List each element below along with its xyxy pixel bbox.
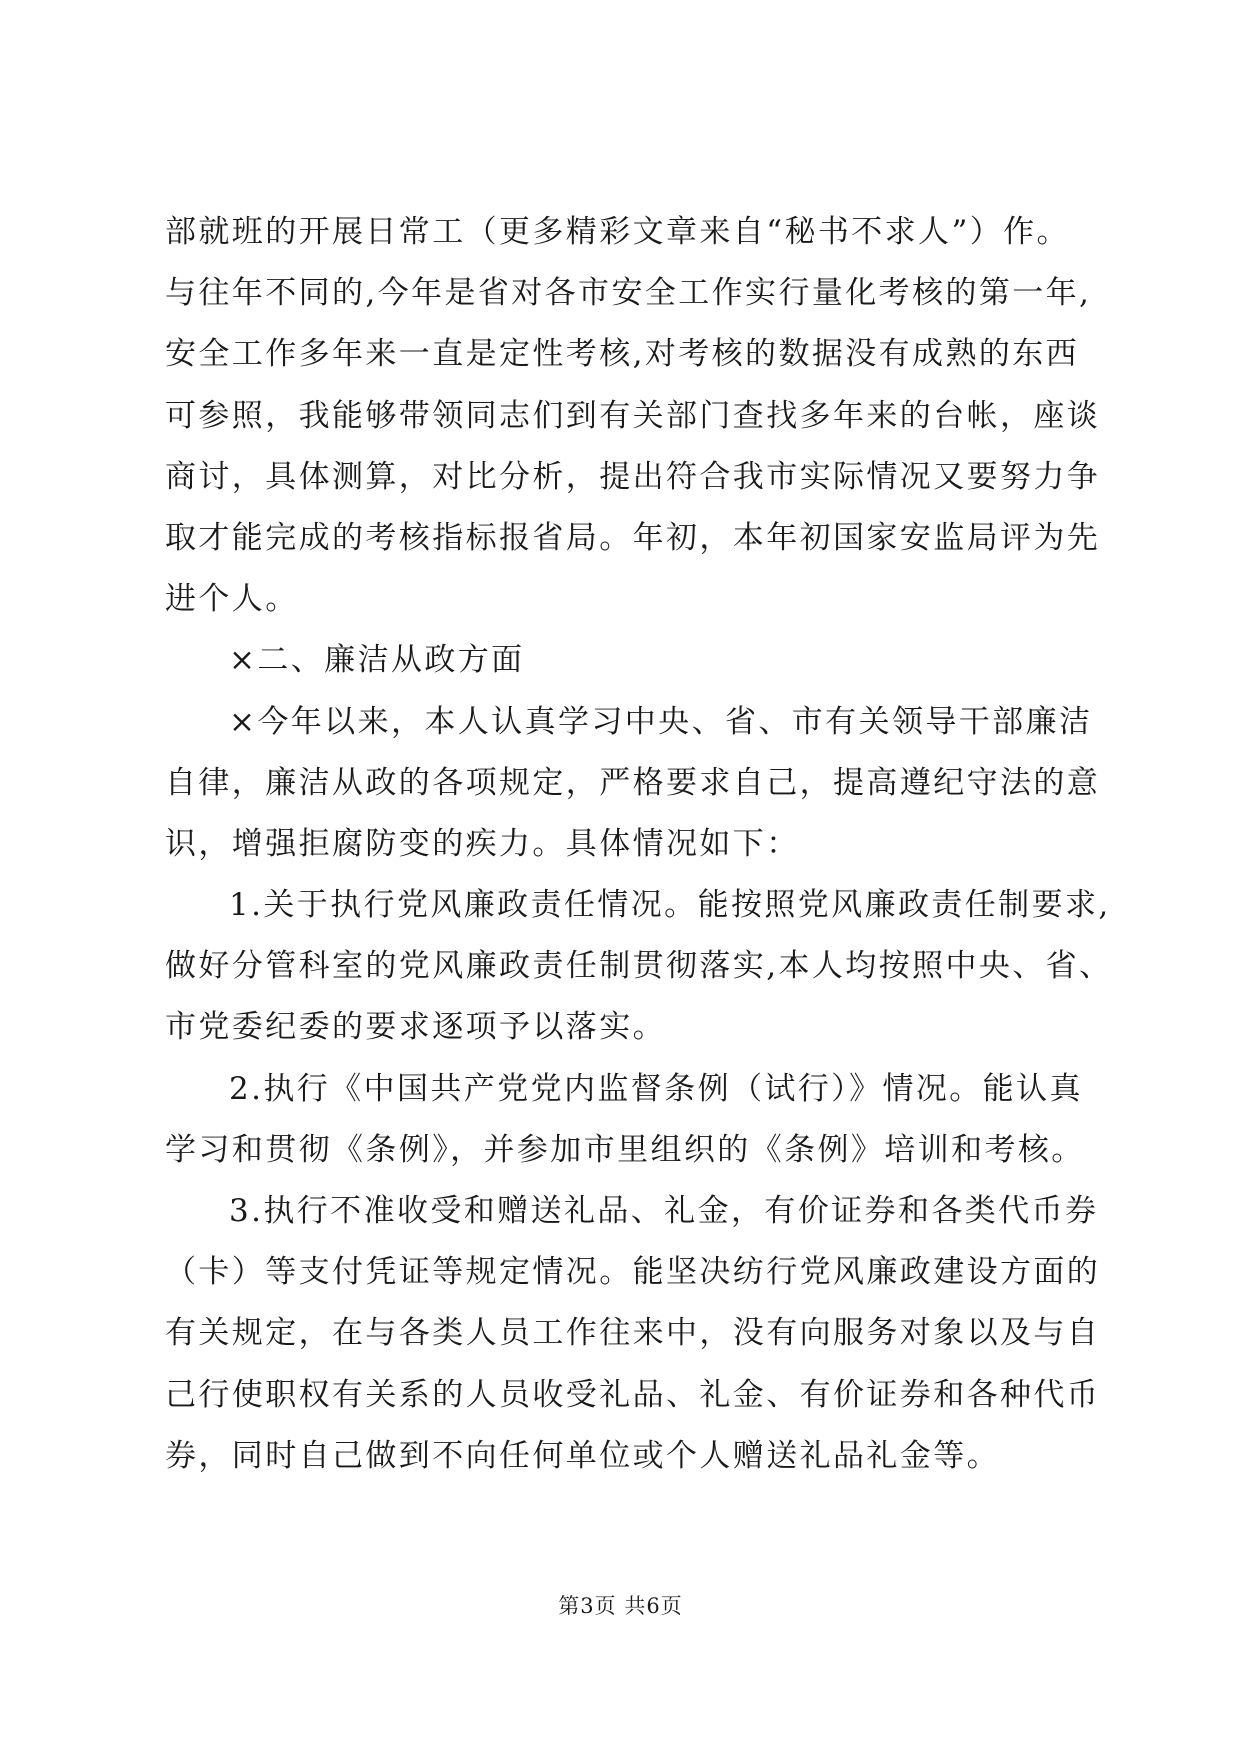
text-line: 券，同时自己做到不向任何单位或个人赠送礼品礼金等。 xyxy=(165,1437,1000,1474)
text-line: 自律，廉洁从政的各项规定，严格要求自己，提高遵纪守法的意 xyxy=(165,764,1101,801)
text-line: 有关规定，在与各类人员工作往来中，没有向服务对象以及与自 xyxy=(165,1315,1101,1352)
text-line: 进个人。 xyxy=(165,581,299,618)
text-line: ×今年以来，本人认真学习中央、省、市有关领导干部廉洁 xyxy=(229,703,1093,740)
text-line: 学习和贯彻《条例》，并参加市里组织的《条例》培训和考核。 xyxy=(165,1131,1085,1168)
body-text xyxy=(165,202,1113,1487)
page-number: 第3页 共6页 xyxy=(558,1594,683,1618)
text-line: 安全工作多年来一直是定性考核,对考核的数据没有成熟的东西 xyxy=(165,336,1080,373)
list-item-3: 3.执行不准收受和赠送礼品、礼金，有价证券和各类代币券 xyxy=(229,1193,1099,1229)
text-line: 己行使职权有关系的人员收受礼品、礼金、有价证券和各种代币 xyxy=(165,1376,1101,1413)
text-line: 商讨，具体测算，对比分析，提出符合我市实际情况又要努力争 xyxy=(165,458,1101,495)
section-heading: ×二、廉洁从政方面 xyxy=(229,642,525,679)
text-line: 做好分管科室的党风廉政责任制贯彻落实,本人均按照中央、省、 xyxy=(165,948,1113,985)
list-item-1: 1.关于执行党风廉政责任情况。能按照党风廉政责任制要求, xyxy=(229,887,1111,924)
text-line: （卡）等支付凭证等规定情况。能坚决纺行党风廉政建设方面的 xyxy=(165,1254,1101,1291)
text-line: 可参照，我能够带领同志们到有关部门查找多年来的台帐，座谈 xyxy=(165,397,1101,434)
list-item-2: 2.执行《中国共产党党内监督条例（试行）》情况。能认真 xyxy=(229,1070,1083,1107)
text-line: 取才能完成的考核指标报省局。年初，本年初国家安监局评为先 xyxy=(165,519,1101,556)
text-line: 与往年不同的,今年是省对各市安全工作实行量化考核的第一年, xyxy=(165,275,1092,312)
text-line: 部就班的开展日常工（更多精彩文章来自“秘书不求人”）作。 xyxy=(165,214,1070,250)
text-line: 识，增强拒腐防变的疾力。具体情况如下： xyxy=(165,825,800,862)
text-line: 市党委纪委的要求逐项予以落实。 xyxy=(165,1009,666,1046)
